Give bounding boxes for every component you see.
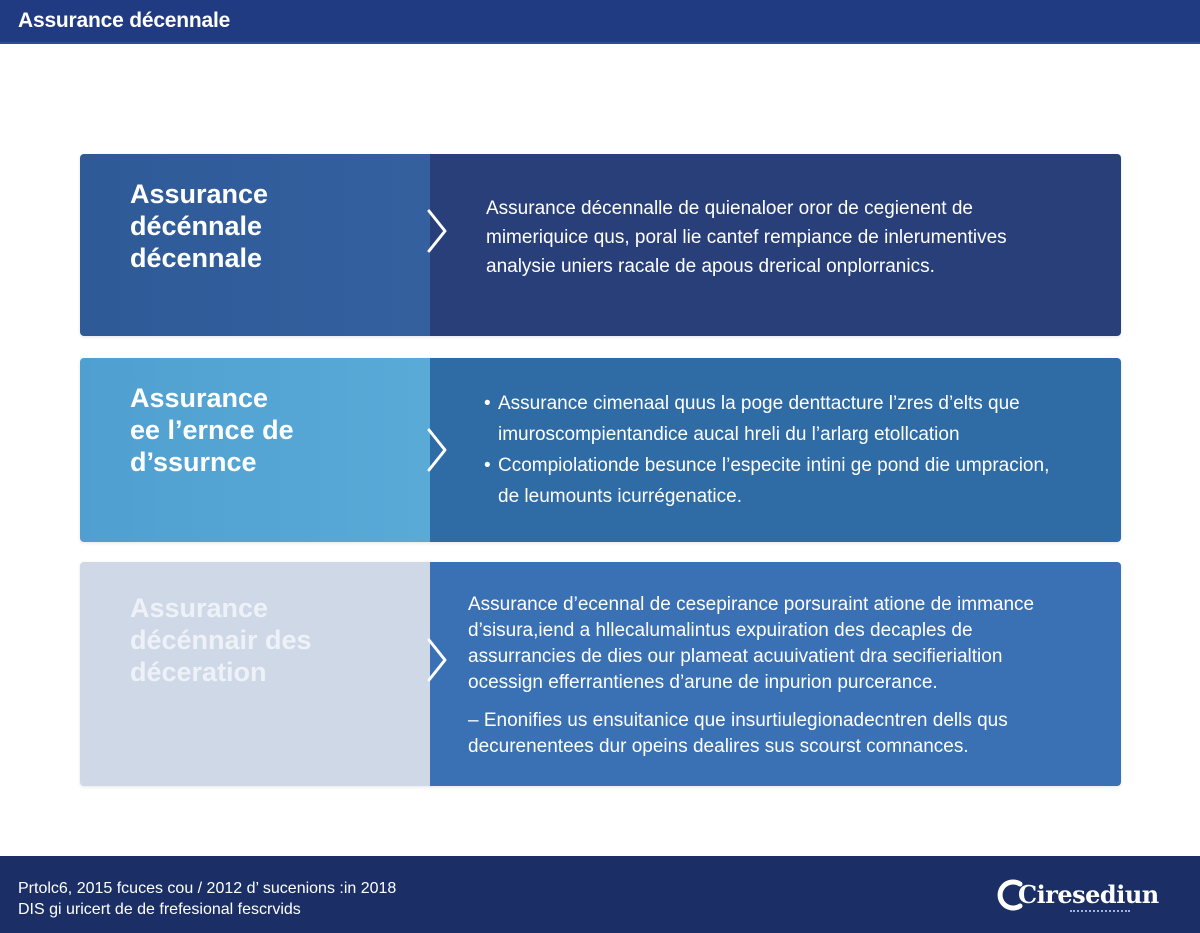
chevron-right-icon: [425, 209, 451, 253]
top-header-bar: [0, 0, 1200, 44]
bullet-item: [486, 388, 1091, 450]
card-3-body-line: Assurance d’ecennal de cesepirance porsuraint atione de immance: [468, 594, 1035, 615]
card-1-title-panel: [80, 154, 430, 336]
card-3-body-line: d’sisura,iend a hllecalumalintus expuiration des decaples de: [468, 620, 973, 641]
card-2-title-panel: [80, 358, 430, 542]
card-3-dash-line: decurenentees dur opeins dealires sus scourst comnances.: [468, 736, 969, 757]
card-1-body-line: analysie uniers racale de apous drerical onplorranics.: [486, 256, 935, 277]
card-3-body: [468, 592, 1091, 760]
info-card-2: [80, 358, 1121, 542]
card-3-dash-line: – Enonifies us ensuitanice que insurtiulegionadecntren dells qus: [468, 710, 1008, 731]
brand-logo[interactable]: [996, 878, 1159, 920]
card-3-title: Assurance décénnair des déceration: [130, 593, 312, 687]
card-2-title: Assurance ee l’ernce de d’ssurnce: [130, 383, 294, 477]
card-3-title-panel: [80, 562, 430, 786]
card-3-body-line: assurrancies de dies our plameat acuuivatient dra secifierialtion: [468, 646, 1003, 667]
card-1-body-panel: [430, 154, 1121, 336]
card-2-body: [486, 388, 1091, 512]
bullet-line: Ccompiolationde besunce l’especite intini ge pond die umpracion,: [498, 455, 1050, 476]
card-3-body-panel: [430, 562, 1121, 786]
card-1-body: [486, 194, 1091, 281]
logo-tagline-mark: [1070, 910, 1130, 914]
chevron-right-icon: [425, 428, 451, 472]
bullet-item: [486, 450, 1091, 512]
footer-text: [18, 878, 396, 920]
card-2-body-panel: [430, 358, 1121, 542]
logo-text: Ciresediun: [1018, 880, 1159, 909]
info-card-1: [80, 154, 1121, 336]
card-1-body-line: Assurance décennalle de quienaloer oror de cegienent de: [486, 198, 973, 219]
card-1-title: Assurance décénnale décennale: [130, 179, 269, 273]
footer-line: Prtolc6, 2015 fcuces cou / 2012 d’ sucenions :in 2018: [18, 880, 397, 897]
bullet-mark: •: [484, 455, 491, 476]
bullet-line: de leumounts icurrégenatice.: [498, 486, 742, 507]
info-card-3: [80, 562, 1121, 786]
bullet-line: imuroscompientandice aucal hreli du l’arlarg etollcation: [498, 424, 960, 445]
page-title: Assurance décennale: [18, 9, 231, 32]
chevron-right-icon: [425, 638, 451, 682]
bullet-mark: •: [484, 393, 491, 414]
card-1-body-line: mimeriquice qus, poral lie cantef rempiance de inlerumentives: [486, 227, 1007, 248]
card-3-body-line: ocessign efferrantienes d’arune de inpurion purcerance.: [468, 672, 938, 693]
bullet-line: Assurance cimenaal quus la poge denttacture l’zres d’elts que: [498, 393, 1020, 414]
footer-line: DIS gi uricert de de frefesional fescrvids: [18, 901, 301, 918]
